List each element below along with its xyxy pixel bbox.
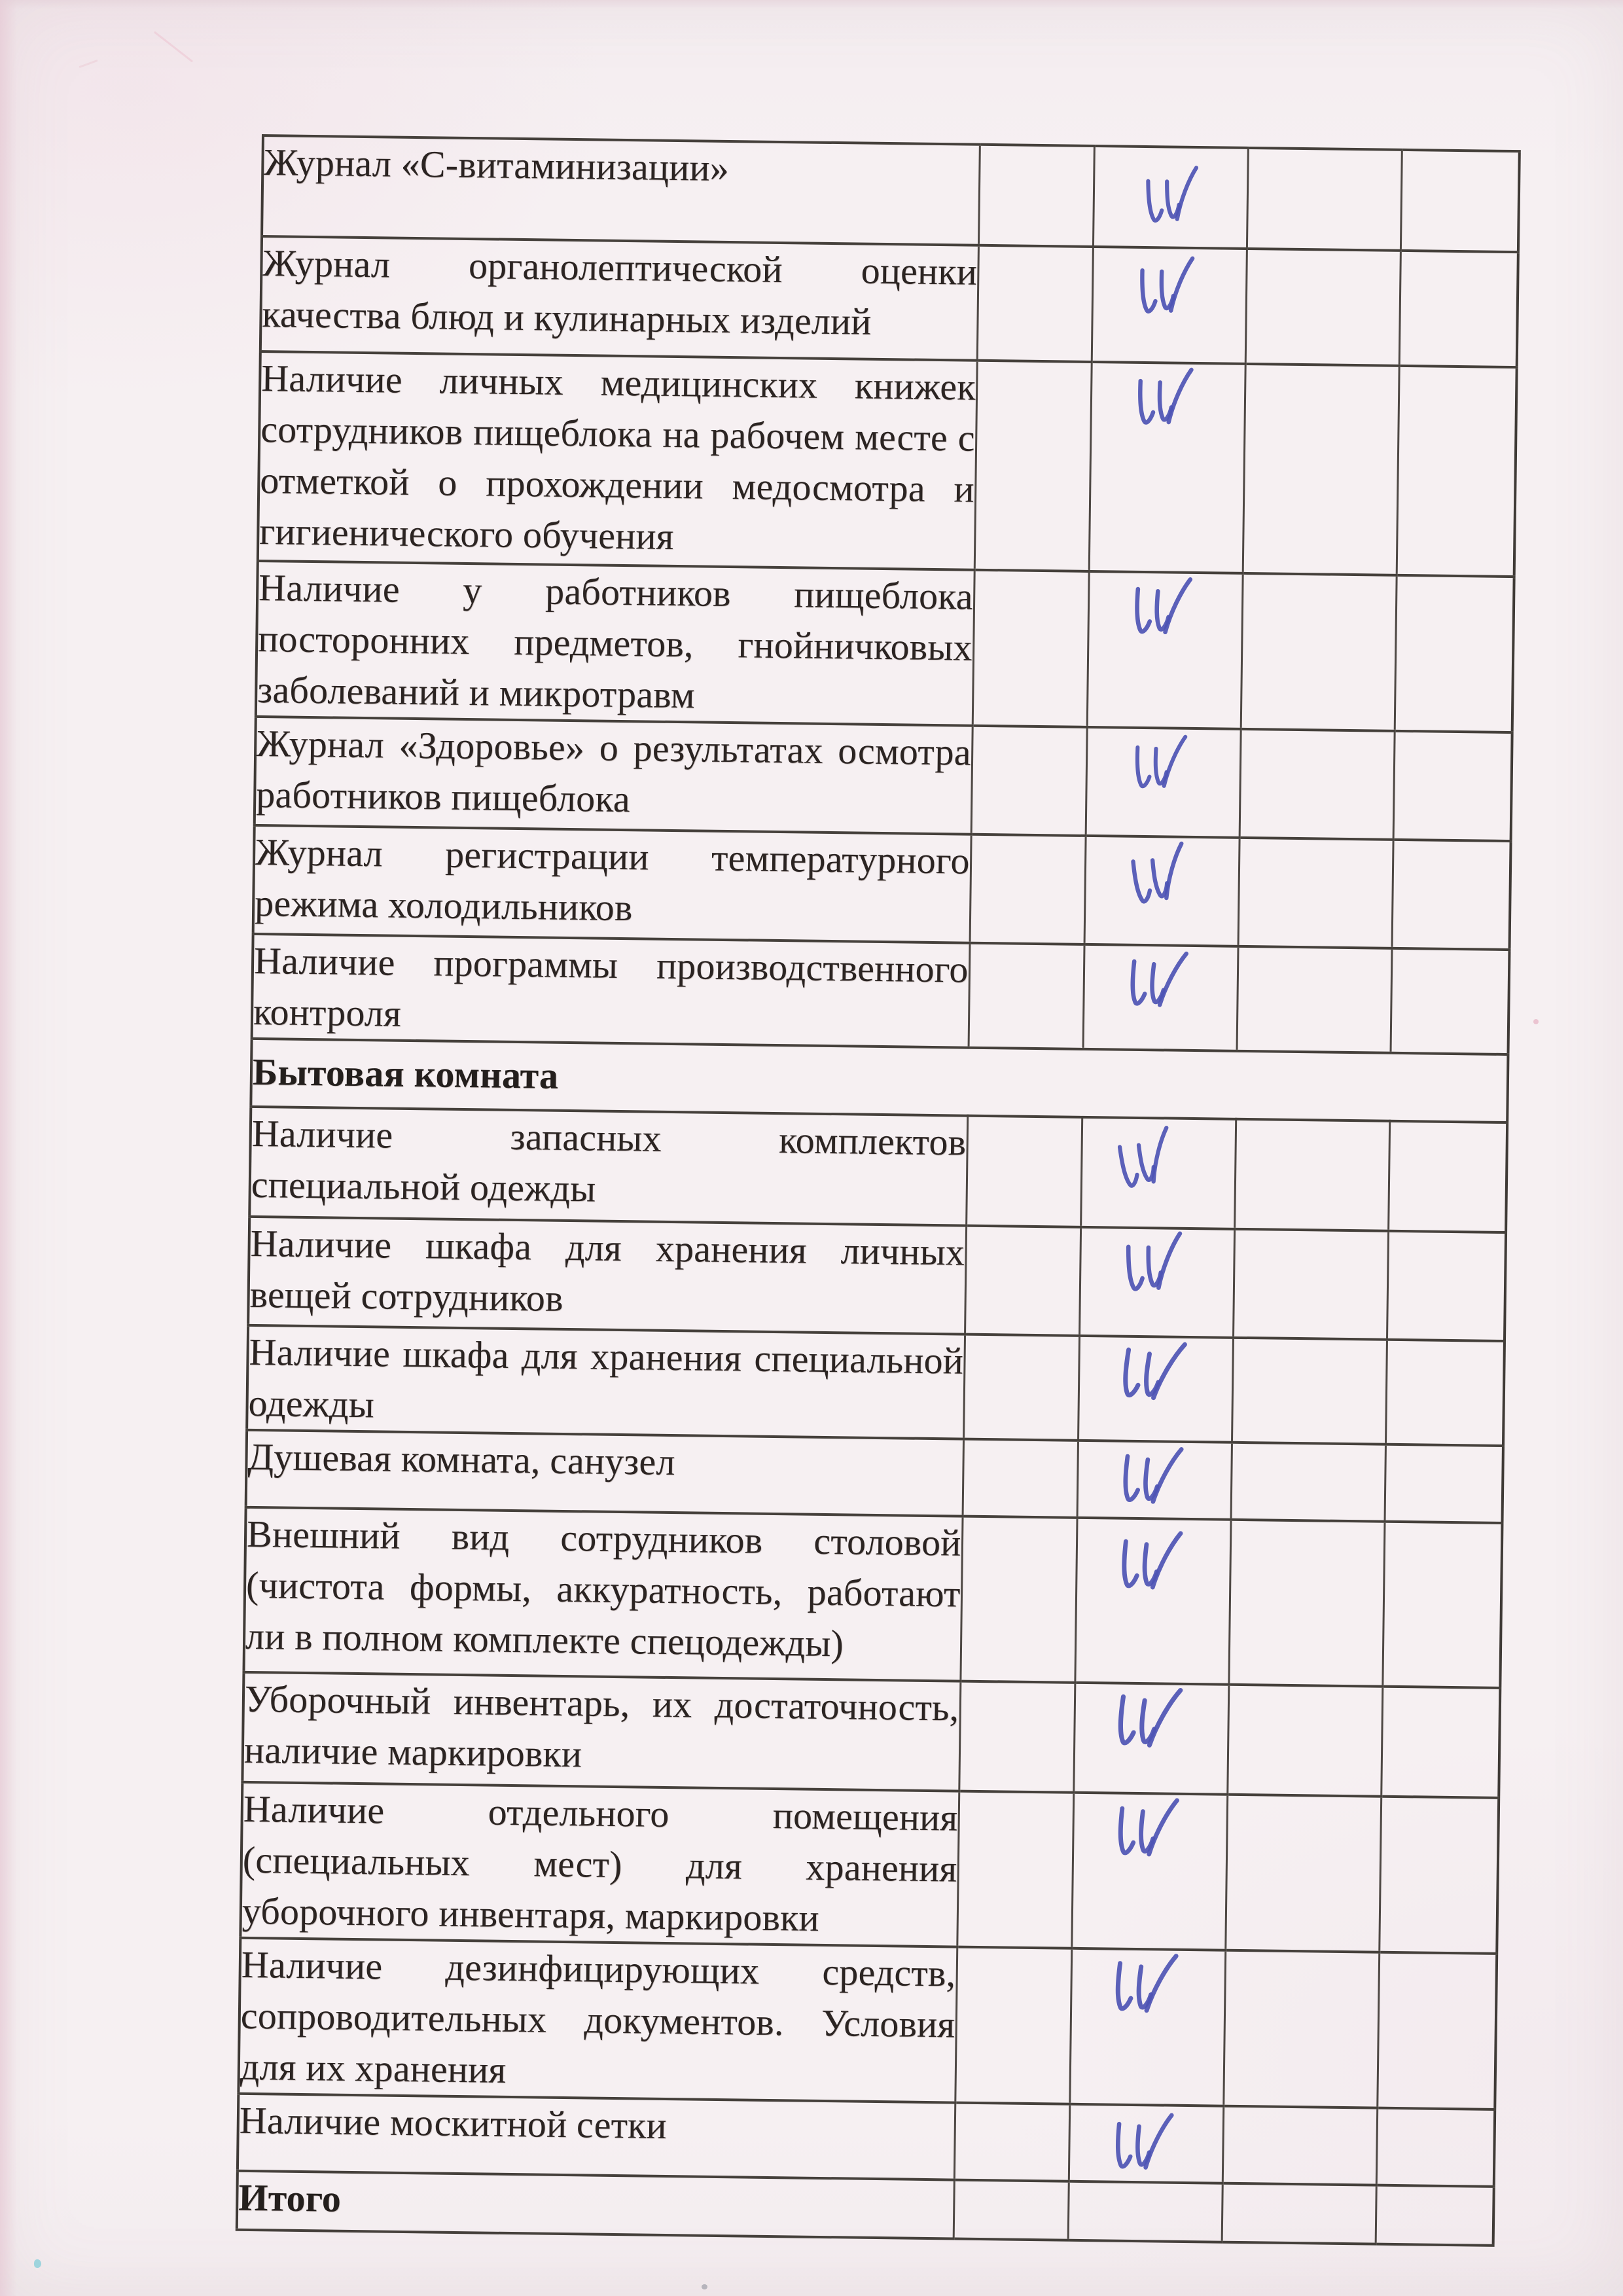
empty-cell (1223, 1950, 1379, 2108)
checkmark-cell (1069, 1948, 1225, 2106)
checkmark-cell (1089, 362, 1245, 573)
row-label-cell (247, 1325, 965, 1439)
row-label: Итого (238, 2176, 342, 2220)
checkmark-cell (1068, 2181, 1222, 2242)
scan-artifact-scratch (79, 60, 98, 68)
row-label-cell (255, 717, 972, 834)
table-row (253, 825, 1511, 950)
row-label-cell (248, 1217, 966, 1335)
row-label: Наличие москитной сетки (239, 2098, 668, 2147)
row-label: Наличие шкафа для хранения специальной одежды (248, 1330, 964, 1426)
empty-cell (1388, 1121, 1507, 1232)
empty-cell (970, 834, 1086, 944)
empty-cell (969, 943, 1084, 1049)
scan-artifact-left-edge (0, 0, 17, 2296)
row-label: Наличие программы производственного контроля (253, 939, 969, 1035)
row-label-cell (237, 2171, 954, 2239)
row-label-cell (238, 1938, 957, 2103)
empty-cell (1241, 573, 1397, 731)
checkmark-cell (1087, 571, 1243, 729)
empty-cell (1233, 1229, 1388, 1340)
row-label: Наличие отдельного помещения (специальных мест) для хранения уборочного инвентаря, маркировки (241, 1787, 958, 1939)
checkmark-cell (1075, 1518, 1230, 1685)
empty-cell (1243, 364, 1399, 575)
handwritten-check-icon (1114, 1443, 1196, 1514)
empty-cell (1228, 1520, 1384, 1687)
row-label-cell (238, 2094, 955, 2180)
row-label-cell (258, 351, 977, 570)
empty-cell (957, 1791, 1073, 1948)
empty-cell (1390, 948, 1509, 1054)
empty-cell (960, 1516, 1077, 1683)
row-label: Уборочный инвентарь, их достаточность, наличие маркировки (243, 1677, 959, 1776)
row-label-cell (240, 1782, 959, 1947)
row-label-cell (242, 1672, 960, 1791)
empty-cell (1377, 1952, 1497, 2109)
row-label: Наличие у работников пищеблока посторонних предметов, гнойничковых заболеваний и микротравм (257, 565, 974, 717)
table-row (238, 1938, 1497, 2109)
checklist-table (236, 134, 1521, 2247)
row-label-cell (252, 934, 970, 1048)
empty-cell (1245, 249, 1400, 366)
checkmark-cell (1069, 2104, 1223, 2183)
checkmark-cell (1077, 1441, 1232, 1520)
empty-cell (963, 1335, 1079, 1441)
row-label: Журнал органолептической оценки качества блюд и кулинарных изделий (262, 242, 978, 343)
empty-cell (977, 245, 1093, 362)
table-row (262, 135, 1520, 252)
table-row (247, 1325, 1505, 1446)
empty-cell (1222, 2183, 1376, 2244)
row-label: Наличие личных медицинских книжек сотрудников пищеблока на рабочем месте с отметкой о прохождении медосмотра и гигиенического обучения (259, 357, 976, 558)
table-row (258, 351, 1517, 577)
row-label-cell (256, 561, 974, 726)
table-row (242, 1672, 1500, 1798)
row-label: Журнал регистрации температурного режима холодильников (254, 830, 971, 929)
table-row (260, 236, 1518, 367)
table-row (240, 1782, 1499, 1954)
handwritten-check-icon (1133, 160, 1217, 235)
handwritten-check-icon (1113, 1225, 1201, 1304)
row-label-cell (243, 1507, 962, 1681)
handwritten-check-icon (1105, 2108, 1187, 2181)
empty-cell (1227, 1685, 1382, 1797)
empty-cell (1392, 840, 1511, 950)
handwritten-check-icon (1111, 1526, 1196, 1600)
checkmark-cell (1071, 1793, 1227, 1950)
empty-cell (1237, 946, 1392, 1053)
empty-cell (1400, 150, 1520, 252)
checkmark-cell (1092, 247, 1247, 364)
empty-cell (1385, 1340, 1505, 1446)
table-row (248, 1217, 1506, 1341)
row-label-cell (260, 236, 978, 361)
handwritten-check-icon (1126, 362, 1209, 437)
table-row (249, 1107, 1507, 1232)
checkmark-cell (1073, 1683, 1228, 1795)
scan-artifact-speck (34, 2259, 41, 2268)
checkmark-cell (1083, 944, 1238, 1051)
empty-cell (1240, 729, 1395, 840)
scan-artifact-top-edge (0, 0, 1623, 9)
checkmark-cell (1086, 727, 1241, 838)
row-label: Журнал «С-витаминизации» (264, 141, 730, 189)
row-label-cell (262, 135, 980, 245)
empty-cell (1379, 1797, 1499, 1954)
row-label: Наличие шкафа для хранения личных вещей сотрудников (249, 1221, 965, 1319)
table-row (255, 717, 1512, 841)
row-label: Наличие запасных комплектов специальной одежды (251, 1111, 967, 1210)
table-row (256, 561, 1514, 732)
empty-cell (1247, 148, 1402, 251)
empty-cell (978, 145, 1094, 247)
row-label: Журнал «Здоровье» о результатах осмотра работников пищеблока (255, 721, 972, 821)
empty-cell (1376, 2185, 1494, 2246)
handwritten-check-icon (1108, 1793, 1192, 1867)
scan-artifact-scratch (154, 31, 193, 63)
empty-cell (971, 726, 1087, 836)
empty-cell (1384, 1444, 1503, 1523)
row-label: Душевая комната, санузел (247, 1435, 676, 1484)
empty-cell (1397, 366, 1517, 577)
empty-cell (974, 361, 1092, 571)
empty-cell (1387, 1231, 1506, 1341)
handwritten-check-icon (1120, 947, 1201, 1017)
row-label-cell (249, 1107, 967, 1226)
empty-cell (1382, 1522, 1502, 1688)
table-tilt-wrapper (236, 134, 1521, 2247)
checklist-rows (237, 135, 1520, 2246)
scan-artifact-speck (1533, 1019, 1539, 1024)
row-label: Бытовая комната (252, 1050, 559, 1097)
empty-cell (1232, 1338, 1387, 1444)
empty-cell (954, 2180, 1069, 2240)
handwritten-check-icon (1108, 1682, 1195, 1758)
table-row (252, 934, 1510, 1054)
handwritten-check-icon (1124, 730, 1202, 800)
empty-cell (1238, 838, 1393, 948)
checkmark-cell (1080, 1117, 1236, 1229)
empty-cell (959, 1681, 1075, 1793)
row-label-cell (246, 1430, 963, 1516)
handwritten-check-icon (1124, 572, 1207, 646)
table-row (243, 1507, 1502, 1688)
scan-artifact-speck (702, 2284, 707, 2289)
empty-cell (1222, 2106, 1377, 2185)
empty-cell (1399, 251, 1518, 367)
empty-cell (955, 1947, 1071, 2104)
handwritten-check-icon (1113, 1335, 1199, 1411)
empty-cell (1234, 1119, 1389, 1231)
empty-cell (1231, 1443, 1385, 1522)
checkmark-cell (1078, 1336, 1233, 1443)
empty-cell (1395, 575, 1514, 732)
checkmark-cell (1079, 1227, 1234, 1338)
checkmark-cell (1093, 146, 1248, 249)
empty-cell (1225, 1795, 1381, 1952)
handwritten-check-icon (1128, 251, 1211, 326)
handwritten-check-icon (1104, 1119, 1194, 1202)
empty-cell (1381, 1687, 1500, 1798)
empty-cell (965, 1226, 1080, 1336)
empty-cell (1376, 2108, 1495, 2187)
row-label-cell (253, 825, 971, 943)
handwritten-check-icon (1105, 1949, 1190, 2023)
empty-cell (1393, 731, 1512, 841)
checkmark-cell (1084, 836, 1240, 946)
row-label: Наличие дезинфицирующих средств, сопроводительных документов. Условия для их хранения (240, 1943, 956, 2091)
empty-cell (972, 570, 1089, 727)
empty-cell (954, 2103, 1069, 2181)
handwritten-check-icon (1117, 834, 1207, 918)
empty-cell (966, 1116, 1082, 1227)
row-label: Внешний вид сотрудников столовой (чистота формы, аккуратность, работают ли в полном комплекте спецодежды) (245, 1512, 961, 1665)
empty-cell (963, 1439, 1078, 1518)
